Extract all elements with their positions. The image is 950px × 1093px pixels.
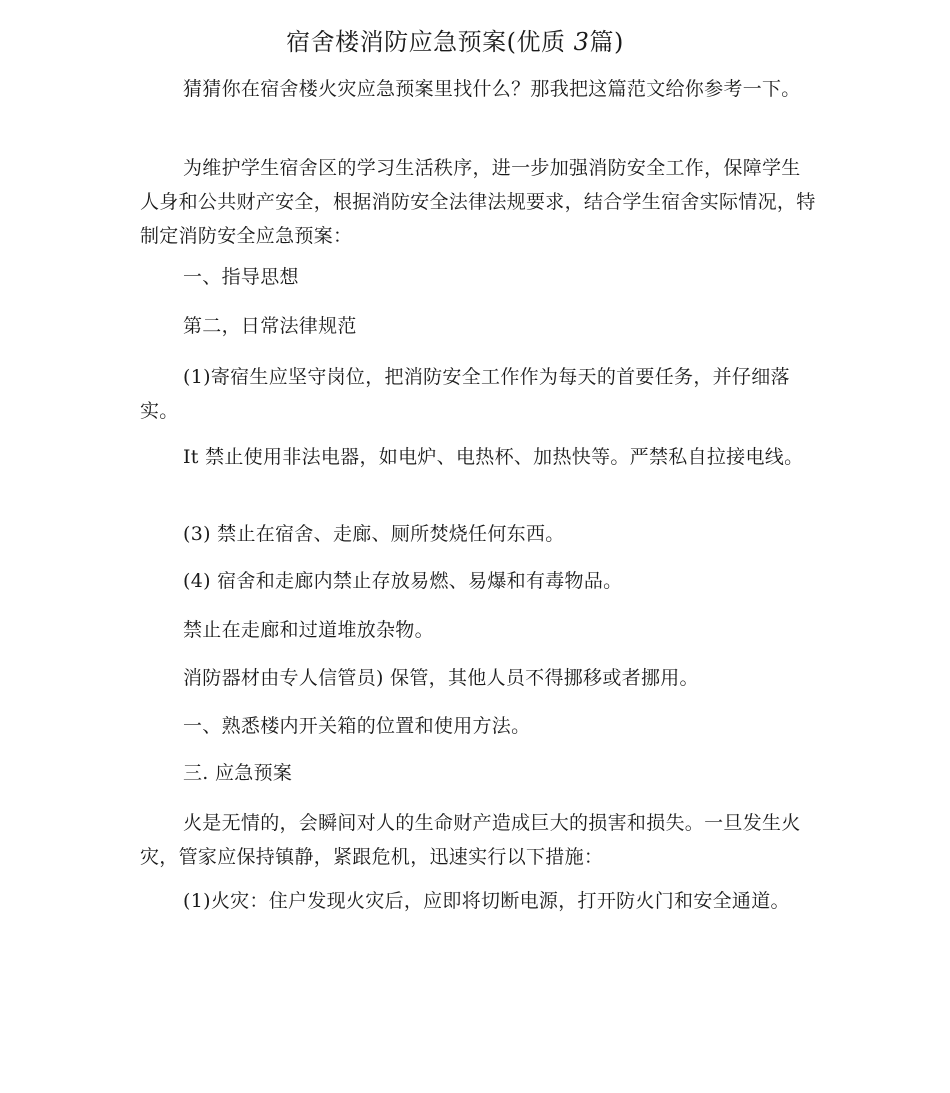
rule-item-6: 消防器材由专人信管员) 保管，其他人员不得挪移或者挪用。 <box>183 667 699 689</box>
heading-emergency-plan: 三. 应急预案 <box>183 762 293 784</box>
title-main: 宿舍楼消防应急预案(优质 <box>286 28 574 56</box>
rule-item-7: 一、熟悉楼内开关箱的位置和使用方法。 <box>183 715 531 737</box>
title-number: 3 <box>573 28 590 56</box>
paragraph-fire-warning: 火是无情的，会瞬间对人的生命财产造成巨大的损害和损失。一旦发生火灾，管家应保持镇静，紧跟危机，迅速实行以下措施： <box>140 812 801 868</box>
heading-daily-rules: 第二，日常法律规范 <box>183 315 357 337</box>
rule-item-4: (4) 宿舍和走廊内禁止存放易燃、易爆和有毒物品。 <box>183 570 623 592</box>
rule-item-2: It 禁止使用非法电器，如电炉、电热杯、加热快等。严禁私自拉接电线。 <box>183 446 804 468</box>
measure-item-1: (1)火灾：住户发现火灾后，应即将切断电源，打开防火门和安全通道。 <box>183 890 790 912</box>
rule-item-1: (1)寄宿生应坚守岗位，把消防安全工作作为每天的首要任务，并仔细落实。 <box>140 366 790 422</box>
heading-guiding-ideology: 一、指导思想 <box>183 266 299 288</box>
rule-item-3: (3) 禁止在宿舍、走廊、厕所焚烧任何东西。 <box>183 523 565 545</box>
document-title <box>0 22 910 62</box>
title-end: 篇) <box>589 28 624 56</box>
rule-item-5: 禁止在走廊和过道堆放杂物。 <box>183 619 434 641</box>
paragraph-purpose: 为维护学生宿舍区的学习生活秩序，进一步加强消防安全工作，保障学生人身和公共财产安全，根据消防安全法律法规要求，结合学生宿舍实际情况，特制定消防安全应急预案： <box>140 157 816 247</box>
paragraph-intro: 猜猜你在宿舍楼火灾应急预案里找什么？那我把这篇范文给你参考一下。 <box>183 78 801 100</box>
